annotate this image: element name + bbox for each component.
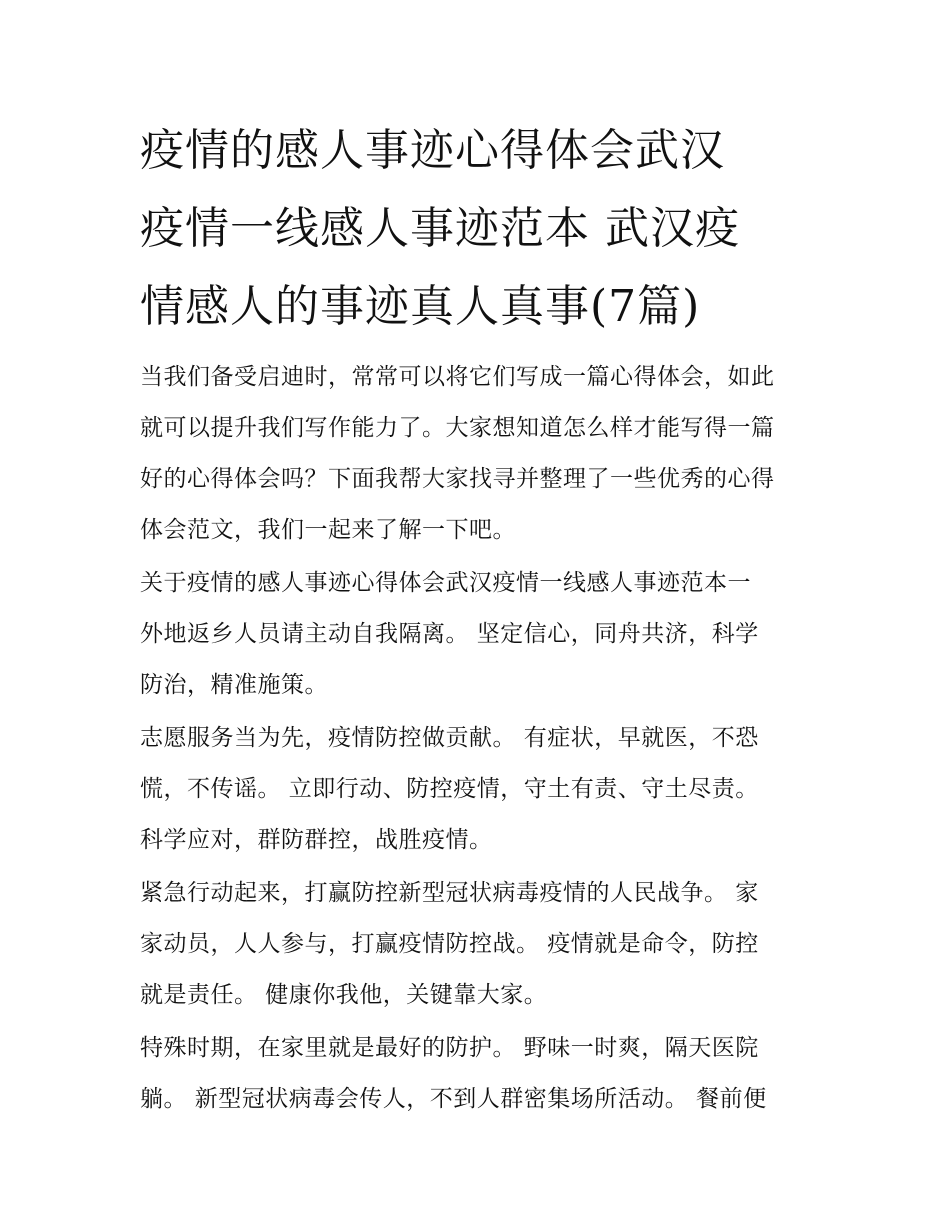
text-line: 家动员，人人参与，打赢疫情防控战。 疫情就是命令，防控 xyxy=(140,931,759,957)
text-line: 关于疫情的感人事迹心得体会武汉疫情一线感人事迹范本一 xyxy=(140,570,751,596)
paragraph-slogans-home xyxy=(140,1023,820,1125)
text-line: 当我们备受启迪时，常常可以将它们写成一篇心得体会，如此 xyxy=(140,364,775,390)
text-line: 好的心得体会吗？下面我帮大家找寻并整理了一些优秀的心得 xyxy=(140,466,775,492)
document-title xyxy=(140,112,820,346)
title-line: 疫情一线感人事迹范本 武汉疫 xyxy=(140,203,740,254)
text-line: 科学应对，群防群控，战胜疫情。 xyxy=(140,827,493,853)
text-line: 志愿服务当为先，疫情防控做贡献。 有症状，早就医，不恐 xyxy=(140,725,759,751)
text-line: 体会范文，我们一起来了解一下吧。 xyxy=(140,517,516,543)
text-line: 慌，不传谣。 立即行动、防控疫情，守土有责、守土尽责。 xyxy=(140,776,759,802)
text-line: 就是责任。 健康你我他，关键靠大家。 xyxy=(140,982,548,1008)
text-line: 外地返乡人员请主动自我隔离。 坚定信心，同舟共济，科学 xyxy=(140,621,759,647)
paragraph-slogans-mobilize xyxy=(140,868,820,1021)
text-line: 躺。 新型冠状病毒会传人，不到人群密集场所活动。 餐前便 xyxy=(140,1086,767,1112)
paragraph-slogans-volunteer xyxy=(140,713,820,866)
title-line: 情感人的事迹真人真事(7篇) xyxy=(140,281,701,332)
document-body xyxy=(140,352,820,1127)
text-line: 防治，精准施策。 xyxy=(140,672,328,698)
paragraph-intro xyxy=(140,352,820,556)
paragraph-section-one xyxy=(140,558,820,711)
title-line: 疫情的感人事迹心得体会武汉 xyxy=(140,125,725,176)
text-line: 就可以提升我们写作能力了。大家想知道怎么样才能写得一篇 xyxy=(140,415,775,441)
text-line: 特殊时期，在家里就是最好的防护。 野味一时爽，隔天医院 xyxy=(140,1035,759,1061)
text-line: 紧急行动起来，打赢防控新型冠状病毒疫情的人民战争。 家 xyxy=(140,880,759,906)
